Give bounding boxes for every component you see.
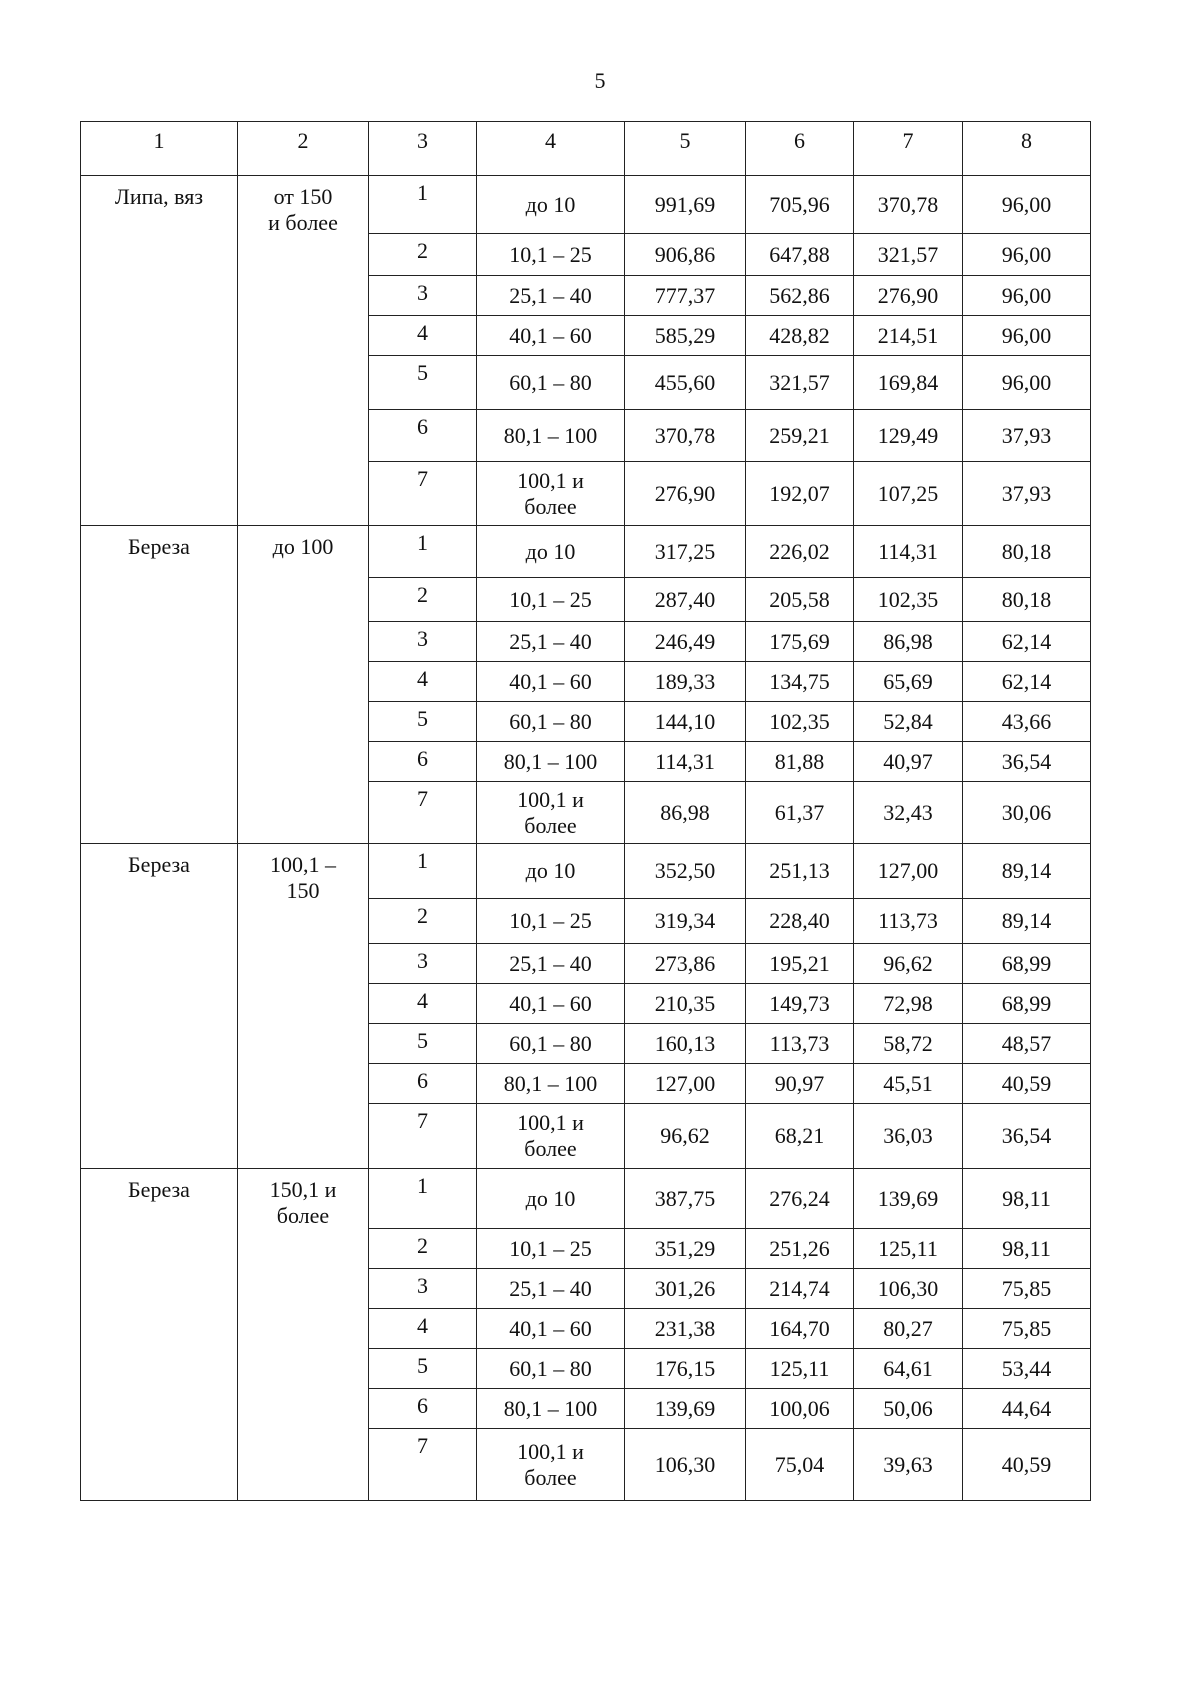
value-cell: 96,62: [625, 1104, 746, 1169]
value-cell: 214,74: [746, 1269, 854, 1309]
value-cell: 40,97: [854, 742, 963, 782]
row-number-cell: 1: [369, 526, 477, 578]
value-cell: 102,35: [854, 578, 963, 622]
range-cell: 40,1 – 60: [477, 316, 625, 356]
value-cell: 228,40: [746, 899, 854, 944]
value-cell: 246,49: [625, 622, 746, 662]
row-number-cell: 1: [369, 176, 477, 234]
range-cell: 10,1 – 25: [477, 899, 625, 944]
page-number: 5: [594, 68, 606, 93]
header-cell: 4: [477, 122, 625, 176]
value-cell: 287,40: [625, 578, 746, 622]
value-cell: 276,90: [625, 462, 746, 526]
value-cell: 205,58: [746, 578, 854, 622]
value-cell: 114,31: [854, 526, 963, 578]
range-cell: до 10: [477, 844, 625, 899]
value-cell: 273,86: [625, 944, 746, 984]
value-cell: 352,50: [625, 844, 746, 899]
diameter-cell: до 100: [238, 526, 369, 844]
value-cell: 62,14: [963, 662, 1091, 702]
value-cell: 214,51: [854, 316, 963, 356]
row-number-cell: 2: [369, 1229, 477, 1269]
value-cell: 52,84: [854, 702, 963, 742]
range-cell: 40,1 – 60: [477, 662, 625, 702]
value-cell: 226,02: [746, 526, 854, 578]
value-cell: 89,14: [963, 844, 1091, 899]
value-cell: 96,00: [963, 316, 1091, 356]
value-cell: 40,59: [963, 1064, 1091, 1104]
diameter-cell: 100,1 – 150: [238, 844, 369, 1169]
value-cell: 45,51: [854, 1064, 963, 1104]
value-cell: 96,00: [963, 276, 1091, 316]
value-cell: 113,73: [746, 1024, 854, 1064]
value-cell: 90,97: [746, 1064, 854, 1104]
range-cell: 100,1 и более: [477, 462, 625, 526]
rates-table: [80, 121, 1091, 1501]
value-cell: 319,34: [625, 899, 746, 944]
value-cell: 428,82: [746, 316, 854, 356]
row-number-cell: 5: [369, 1024, 477, 1064]
value-cell: 96,00: [963, 176, 1091, 234]
row-number-cell: 2: [369, 578, 477, 622]
header-cell: 7: [854, 122, 963, 176]
range-cell: 25,1 – 40: [477, 1269, 625, 1309]
range-cell: 60,1 – 80: [477, 1024, 625, 1064]
value-cell: 81,88: [746, 742, 854, 782]
table-row: [81, 844, 1091, 899]
row-number-cell: 4: [369, 316, 477, 356]
value-cell: 705,96: [746, 176, 854, 234]
value-cell: 75,85: [963, 1309, 1091, 1349]
row-number-cell: 5: [369, 1349, 477, 1389]
value-cell: 75,04: [746, 1429, 854, 1501]
row-number-cell: 6: [369, 1064, 477, 1104]
range-cell: до 10: [477, 1169, 625, 1229]
value-cell: 40,59: [963, 1429, 1091, 1501]
row-number-cell: 6: [369, 742, 477, 782]
value-cell: 251,26: [746, 1229, 854, 1269]
value-cell: 106,30: [854, 1269, 963, 1309]
row-number-cell: 1: [369, 1169, 477, 1229]
range-cell: 80,1 – 100: [477, 410, 625, 462]
value-cell: 210,35: [625, 984, 746, 1024]
header-cell: 6: [746, 122, 854, 176]
row-number-cell: 3: [369, 944, 477, 984]
table-body: [81, 176, 1091, 1501]
range-cell: 40,1 – 60: [477, 984, 625, 1024]
range-cell: 40,1 – 60: [477, 1309, 625, 1349]
value-cell: 114,31: [625, 742, 746, 782]
value-cell: 53,44: [963, 1349, 1091, 1389]
value-cell: 251,13: [746, 844, 854, 899]
value-cell: 276,90: [854, 276, 963, 316]
value-cell: 106,30: [625, 1429, 746, 1501]
value-cell: 62,14: [963, 622, 1091, 662]
value-cell: 36,54: [963, 742, 1091, 782]
diameter-cell: 150,1 и более: [238, 1169, 369, 1501]
row-number-cell: 2: [369, 234, 477, 276]
value-cell: 139,69: [854, 1169, 963, 1229]
value-cell: 192,07: [746, 462, 854, 526]
range-cell: до 10: [477, 176, 625, 234]
value-cell: 455,60: [625, 356, 746, 410]
value-cell: 98,11: [963, 1229, 1091, 1269]
header-cell: 8: [963, 122, 1091, 176]
row-number-cell: 7: [369, 1104, 477, 1169]
row-number-cell: 4: [369, 1309, 477, 1349]
range-cell: 25,1 – 40: [477, 276, 625, 316]
row-number-cell: 6: [369, 1389, 477, 1429]
row-number-cell: 7: [369, 1429, 477, 1501]
value-cell: 98,11: [963, 1169, 1091, 1229]
value-cell: 276,24: [746, 1169, 854, 1229]
value-cell: 259,21: [746, 410, 854, 462]
range-cell: 10,1 – 25: [477, 578, 625, 622]
value-cell: 36,03: [854, 1104, 963, 1169]
value-cell: 75,85: [963, 1269, 1091, 1309]
value-cell: 387,75: [625, 1169, 746, 1229]
value-cell: 80,18: [963, 578, 1091, 622]
value-cell: 647,88: [746, 234, 854, 276]
value-cell: 370,78: [625, 410, 746, 462]
value-cell: 189,33: [625, 662, 746, 702]
value-cell: 351,29: [625, 1229, 746, 1269]
value-cell: 68,99: [963, 944, 1091, 984]
value-cell: 195,21: [746, 944, 854, 984]
value-cell: 68,21: [746, 1104, 854, 1169]
value-cell: 317,25: [625, 526, 746, 578]
value-cell: 127,00: [854, 844, 963, 899]
value-cell: 370,78: [854, 176, 963, 234]
value-cell: 301,26: [625, 1269, 746, 1309]
value-cell: 321,57: [854, 234, 963, 276]
range-cell: 60,1 – 80: [477, 1349, 625, 1389]
value-cell: 37,93: [963, 410, 1091, 462]
range-cell: 10,1 – 25: [477, 234, 625, 276]
value-cell: 50,06: [854, 1389, 963, 1429]
value-cell: 991,69: [625, 176, 746, 234]
species-cell: Липа, вяз: [81, 176, 238, 526]
value-cell: 906,86: [625, 234, 746, 276]
header-cell: 5: [625, 122, 746, 176]
value-cell: 100,06: [746, 1389, 854, 1429]
value-cell: 89,14: [963, 899, 1091, 944]
row-number-cell: 1: [369, 844, 477, 899]
range-cell: 80,1 – 100: [477, 1064, 625, 1104]
value-cell: 39,63: [854, 1429, 963, 1501]
value-cell: 43,66: [963, 702, 1091, 742]
range-cell: до 10: [477, 526, 625, 578]
species-cell: Береза: [81, 844, 238, 1169]
value-cell: 48,57: [963, 1024, 1091, 1064]
row-number-cell: 2: [369, 899, 477, 944]
value-cell: 86,98: [854, 622, 963, 662]
value-cell: 102,35: [746, 702, 854, 742]
value-cell: 164,70: [746, 1309, 854, 1349]
row-number-cell: 3: [369, 276, 477, 316]
range-cell: 100,1 и более: [477, 1429, 625, 1501]
value-cell: 777,37: [625, 276, 746, 316]
value-cell: 585,29: [625, 316, 746, 356]
value-cell: 169,84: [854, 356, 963, 410]
value-cell: 175,69: [746, 622, 854, 662]
value-cell: 321,57: [746, 356, 854, 410]
value-cell: 96,00: [963, 234, 1091, 276]
value-cell: 64,61: [854, 1349, 963, 1389]
value-cell: 125,11: [854, 1229, 963, 1269]
value-cell: 61,37: [746, 782, 854, 844]
value-cell: 149,73: [746, 984, 854, 1024]
value-cell: 80,27: [854, 1309, 963, 1349]
value-cell: 127,00: [625, 1064, 746, 1104]
value-cell: 134,75: [746, 662, 854, 702]
row-number-cell: 4: [369, 662, 477, 702]
range-cell: 60,1 – 80: [477, 702, 625, 742]
row-number-cell: 7: [369, 462, 477, 526]
column-number-header-row: [81, 122, 1091, 176]
value-cell: 231,38: [625, 1309, 746, 1349]
value-cell: 160,13: [625, 1024, 746, 1064]
value-cell: 32,43: [854, 782, 963, 844]
value-cell: 562,86: [746, 276, 854, 316]
range-cell: 10,1 – 25: [477, 1229, 625, 1269]
value-cell: 129,49: [854, 410, 963, 462]
header-cell: 3: [369, 122, 477, 176]
range-cell: 25,1 – 40: [477, 944, 625, 984]
row-number-cell: 6: [369, 410, 477, 462]
species-cell: Береза: [81, 1169, 238, 1501]
range-cell: 25,1 – 40: [477, 622, 625, 662]
row-number-cell: 3: [369, 622, 477, 662]
row-number-cell: 5: [369, 356, 477, 410]
table-row: [81, 1169, 1091, 1229]
value-cell: 139,69: [625, 1389, 746, 1429]
value-cell: 68,99: [963, 984, 1091, 1024]
header-cell: 2: [238, 122, 369, 176]
header-cell: 1: [81, 122, 238, 176]
range-cell: 80,1 – 100: [477, 1389, 625, 1429]
range-cell: 60,1 – 80: [477, 356, 625, 410]
table-row: [81, 176, 1091, 234]
value-cell: 30,06: [963, 782, 1091, 844]
row-number-cell: 5: [369, 702, 477, 742]
row-number-cell: 3: [369, 1269, 477, 1309]
value-cell: 44,64: [963, 1389, 1091, 1429]
value-cell: 37,93: [963, 462, 1091, 526]
value-cell: 65,69: [854, 662, 963, 702]
value-cell: 125,11: [746, 1349, 854, 1389]
diameter-cell: от 150 и более: [238, 176, 369, 526]
value-cell: 36,54: [963, 1104, 1091, 1169]
table-row: [81, 526, 1091, 578]
value-cell: 96,00: [963, 356, 1091, 410]
range-cell: 100,1 и более: [477, 1104, 625, 1169]
value-cell: 86,98: [625, 782, 746, 844]
value-cell: 176,15: [625, 1349, 746, 1389]
row-number-cell: 7: [369, 782, 477, 844]
value-cell: 72,98: [854, 984, 963, 1024]
value-cell: 96,62: [854, 944, 963, 984]
value-cell: 80,18: [963, 526, 1091, 578]
range-cell: 100,1 и более: [477, 782, 625, 844]
value-cell: 144,10: [625, 702, 746, 742]
range-cell: 80,1 – 100: [477, 742, 625, 782]
value-cell: 113,73: [854, 899, 963, 944]
species-cell: Береза: [81, 526, 238, 844]
value-cell: 58,72: [854, 1024, 963, 1064]
row-number-cell: 4: [369, 984, 477, 1024]
value-cell: 107,25: [854, 462, 963, 526]
